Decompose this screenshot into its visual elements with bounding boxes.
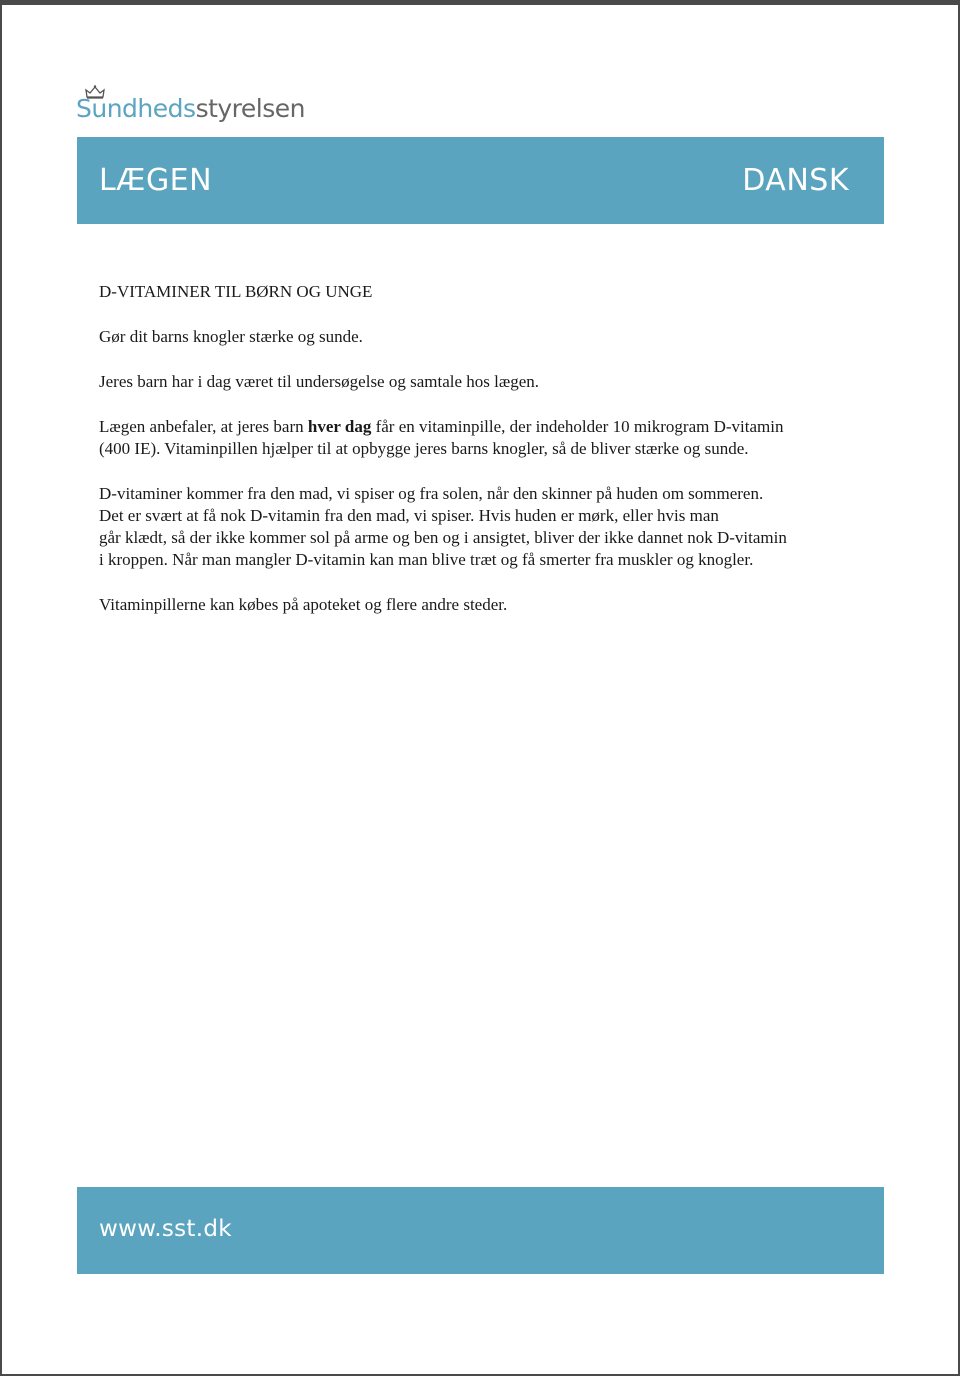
header-language-label: DANSK: [742, 163, 849, 198]
document-heading: D-VITAMINER TIL BØRN OG UNGE: [99, 282, 373, 301]
footer-website-link[interactable]: www.sst.dk: [99, 1216, 232, 1242]
header-title-laegen: LÆGEN: [99, 163, 213, 198]
document-body: [99, 281, 879, 639]
sources-line-3: går klædt, så der ikke kommer sol på arme og ben og i ansigtet, bliver der ikke dannet nok D-vitamin: [99, 528, 787, 547]
paragraph-purchase: Vitaminpillerne kan købes på apoteket og flere andre steder.: [99, 595, 508, 614]
paragraph-intro: Gør dit barns knogler stærke og sunde.: [99, 327, 363, 346]
header-band: [77, 137, 884, 224]
footer-band: [77, 1187, 884, 1274]
paragraph-vitamin-sources: [99, 483, 879, 571]
paragraph-examination: Jeres barn har i dag været til undersøgelse og samtale hos lægen.: [99, 372, 539, 391]
recommendation-text-after: får en vitaminpille, der indeholder 10 mikrogram D-vitamin: [371, 417, 784, 436]
logo-text-sundheds: Sundheds: [76, 94, 196, 123]
crown-icon: [84, 85, 106, 99]
sundhedsstyrelsen-logo: [76, 89, 305, 129]
sources-line-2: Det er svært at få nok D-vitamin fra den mad, vi spiser. Hvis huden er mørk, eller hvis man: [99, 506, 719, 525]
recommendation-line-1: [99, 416, 879, 438]
paragraph-recommendation: [99, 416, 879, 460]
logo-text-styrelsen: styrelsen: [195, 94, 305, 123]
recommendation-text-before: Lægen anbefaler, at jeres barn: [99, 417, 308, 436]
sources-line-4: i kroppen. Når man mangler D-vitamin kan man blive træt og få smerter fra muskler og knogler.: [99, 550, 754, 569]
recommendation-bold-hver-dag: hver dag: [307, 417, 372, 436]
recommendation-line-2: (400 IE). Vitaminpillen hjælper til at opbygge jeres barns knogler, så de bliver stærke og sunde.: [99, 439, 749, 458]
sources-line-1: D-vitaminer kommer fra den mad, vi spiser og fra solen, når den skinner på huden om sommeren.: [99, 484, 764, 503]
